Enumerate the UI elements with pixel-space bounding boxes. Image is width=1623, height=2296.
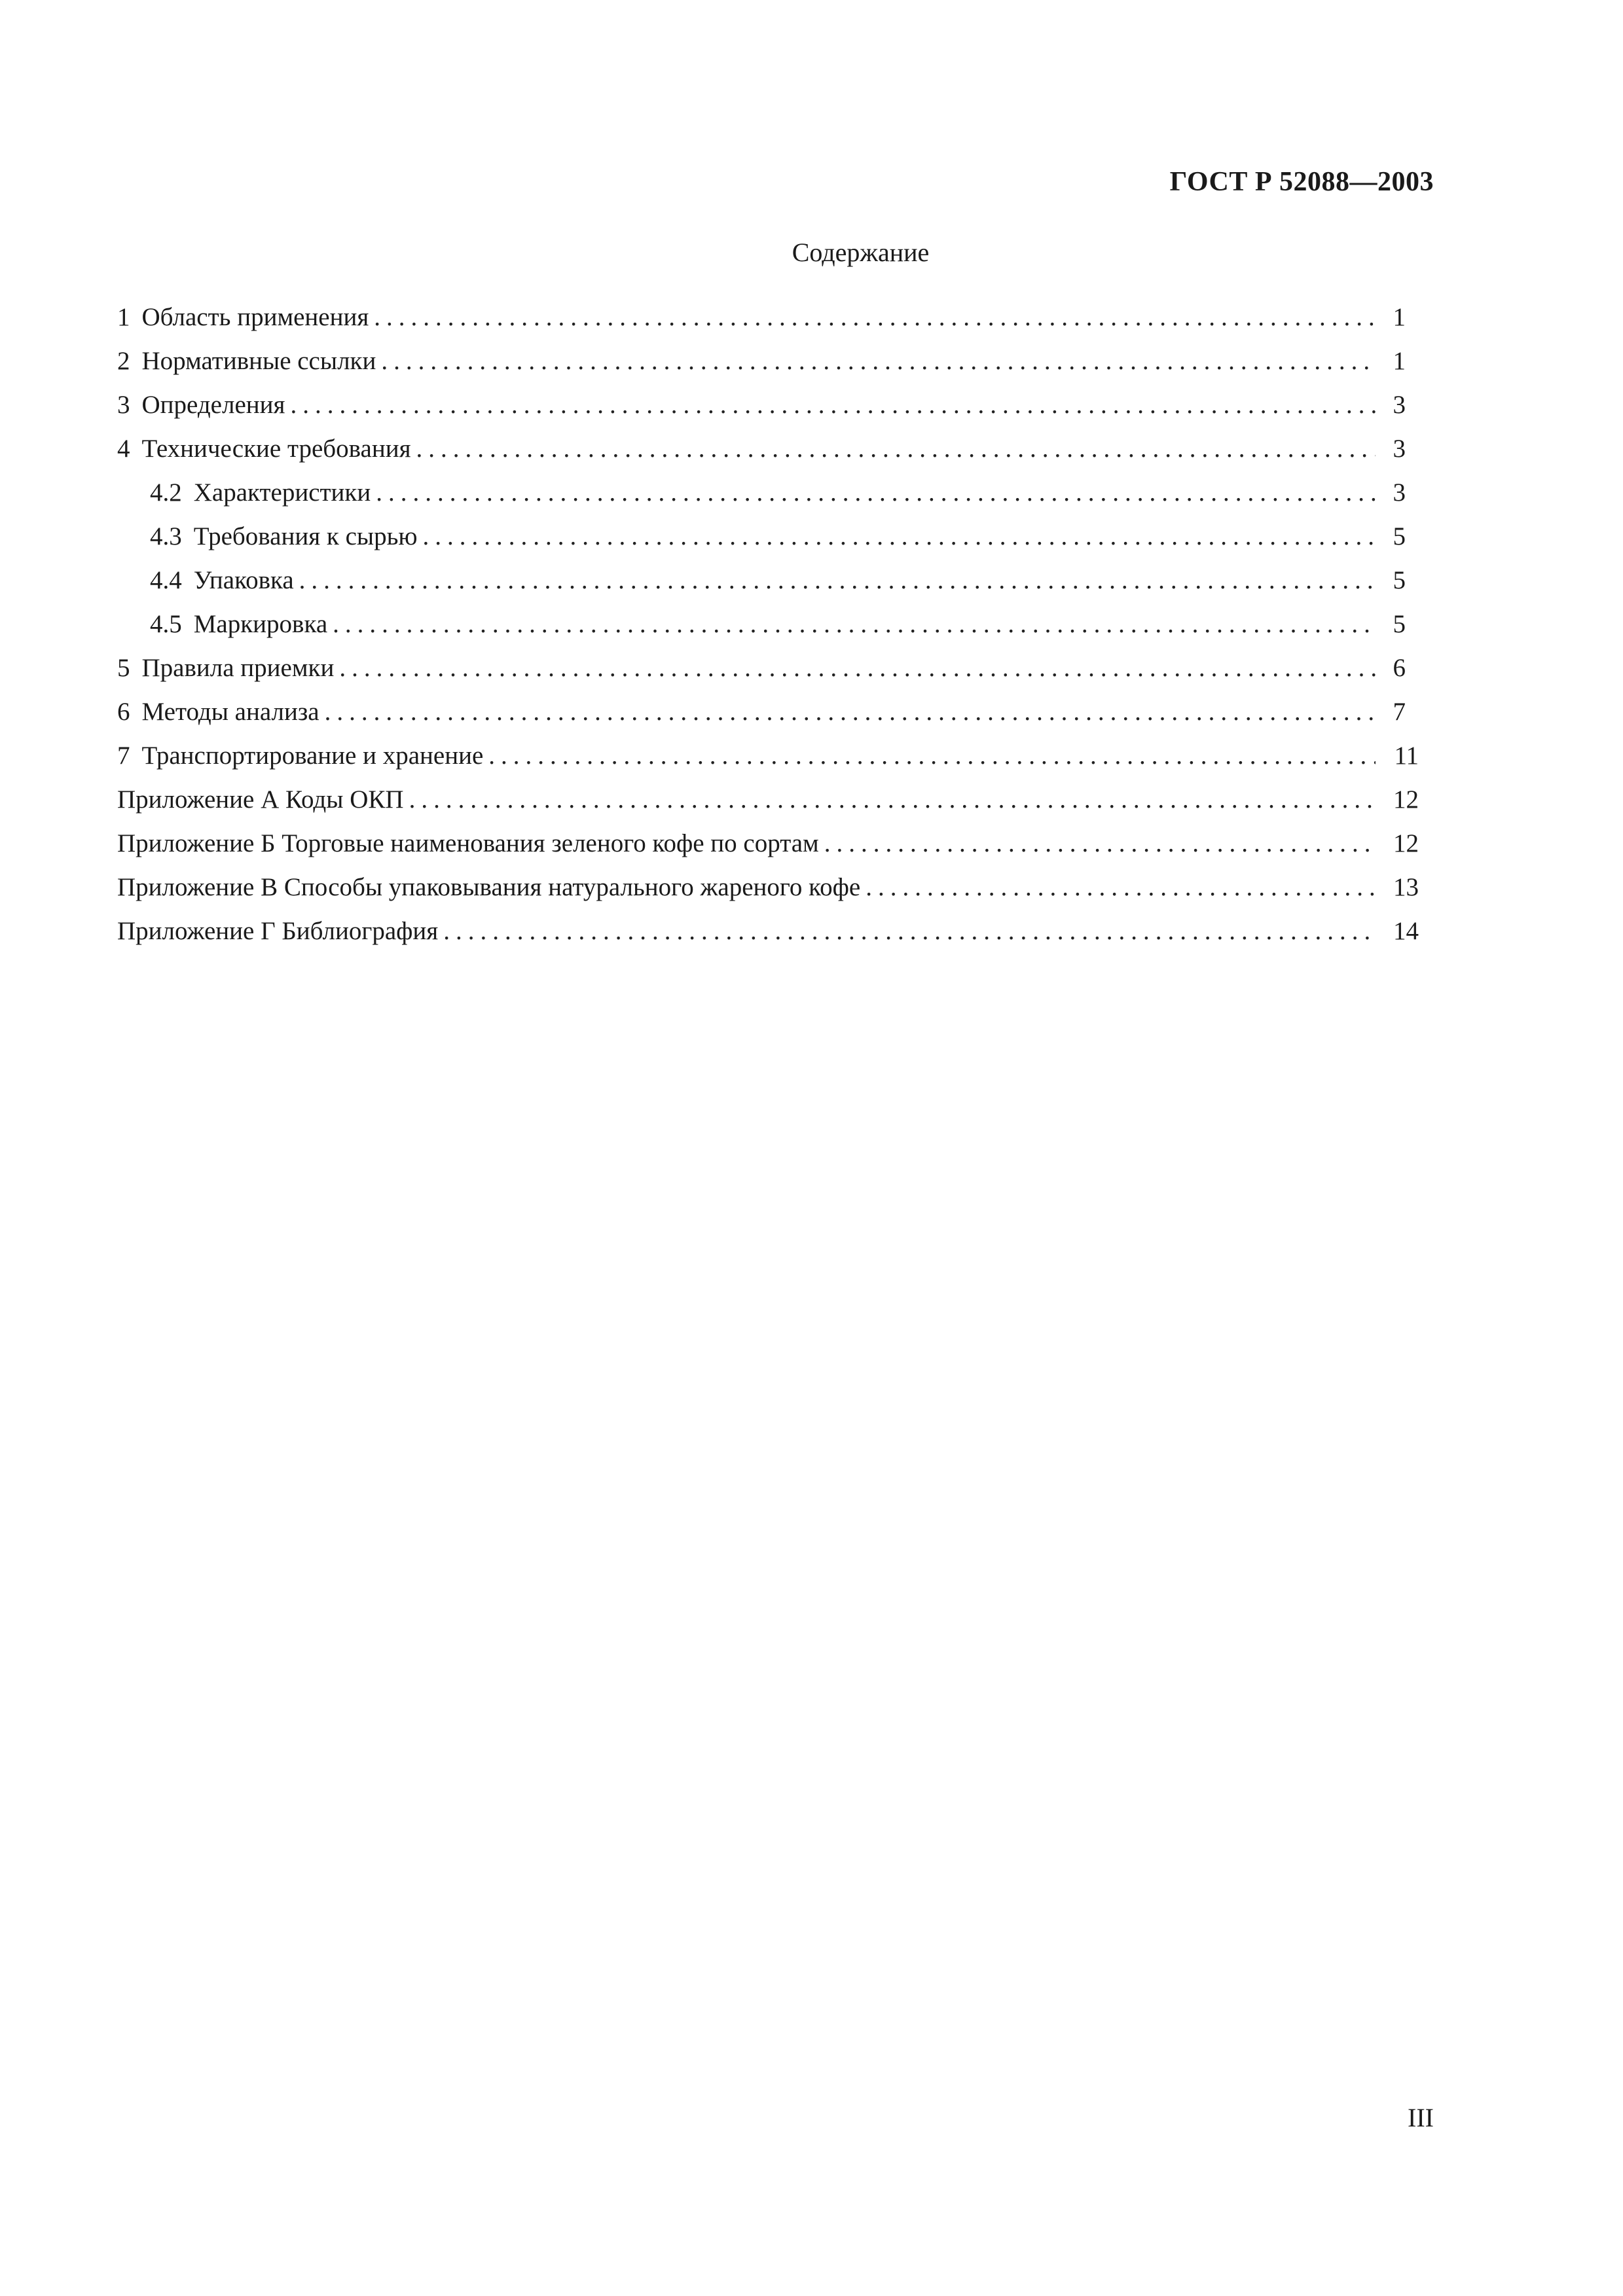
toc-entry-title: Приложение А Коды ОКП (117, 785, 404, 814)
toc-entry-title: Маркировка (193, 610, 328, 638)
toc-entry-number: 4.5 (150, 610, 182, 638)
toc-entry-title: Приложение В Способы упаковывания натурального жареного кофе (117, 873, 861, 901)
toc-entry-title: Нормативные ссылки (141, 347, 376, 375)
toc-leader-dots (299, 565, 1376, 595)
toc-leader-dots (866, 872, 1376, 902)
toc-entry-page: 3 (1393, 435, 1406, 463)
toc-entry[interactable] (117, 302, 1419, 346)
toc-entry-title: Характеристики (193, 478, 371, 507)
toc-leader-dots (488, 741, 1376, 770)
toc-entry[interactable] (117, 653, 1419, 697)
toc-entry-number: 1 (117, 303, 130, 331)
toc-leader-dots (423, 522, 1376, 551)
toc-leader-dots (325, 697, 1376, 726)
toc-entry-number: 4.4 (150, 566, 182, 594)
toc-entry-page: 3 (1393, 391, 1406, 419)
toc-entry-number: 7 (117, 742, 130, 770)
toc-entry-page: 12 (1393, 829, 1419, 857)
toc-leader-dots (381, 346, 1376, 376)
document-code: ГОСТ Р 52088—2003 (1169, 167, 1434, 197)
toc-entry-title: Приложение Б Торговые наименования зеленого кофе по сортам (117, 829, 819, 857)
toc-leader-dots (333, 609, 1376, 639)
toc-entry[interactable] (117, 565, 1419, 609)
toc-entry-appendix[interactable] (117, 785, 1419, 829)
toc-entry-page: 11 (1394, 742, 1419, 770)
toc-entry-title: Определения (141, 391, 285, 419)
toc-entry-page: 14 (1393, 917, 1419, 945)
toc-entry-appendix[interactable] (117, 916, 1419, 960)
toc-entry-number: 6 (117, 698, 130, 726)
toc-entry-number: 3 (117, 391, 130, 419)
toc-entry-page: 12 (1393, 785, 1419, 814)
toc-title: Содержание (792, 238, 930, 267)
toc-entry[interactable] (117, 390, 1419, 434)
toc-entry-appendix[interactable] (117, 872, 1419, 916)
toc-entry-page: 1 (1393, 303, 1406, 331)
toc-leader-dots (443, 916, 1376, 946)
table-of-contents (117, 302, 1419, 960)
toc-entry[interactable] (117, 434, 1419, 478)
toc-entry-number: 5 (117, 654, 130, 682)
toc-leader-dots (416, 434, 1376, 463)
toc-entry-page: 6 (1393, 654, 1406, 682)
toc-entry[interactable] (117, 478, 1419, 522)
toc-entry[interactable] (117, 741, 1419, 785)
toc-leader-dots (376, 478, 1376, 507)
toc-entry-appendix[interactable] (117, 829, 1419, 872)
toc-entry-title: Правила приемки (141, 654, 335, 682)
toc-entry-title: Область применения (141, 303, 369, 331)
toc-entry-title: Методы анализа (141, 698, 319, 726)
toc-entry-title: Требования к сырью (193, 522, 418, 550)
toc-leader-dots (824, 829, 1376, 858)
page-number: III (1408, 2103, 1434, 2132)
toc-entry-number: 4.2 (150, 478, 182, 507)
toc-leader-dots (374, 302, 1376, 332)
toc-entry-title: Упаковка (193, 566, 294, 594)
toc-entry-title: Приложение Г Библиография (117, 917, 439, 945)
toc-entry[interactable] (117, 609, 1419, 653)
toc-entry[interactable] (117, 346, 1419, 390)
toc-entry-number: 4 (117, 435, 130, 463)
toc-entry-title: Транспортирование и хранение (141, 742, 484, 770)
toc-entry-number: 2 (117, 347, 130, 375)
toc-entry-page: 13 (1393, 873, 1419, 901)
toc-leader-dots (339, 653, 1376, 683)
toc-entry-title: Технические требования (141, 435, 411, 463)
toc-entry-page: 7 (1393, 698, 1406, 726)
toc-entry-number: 4.3 (150, 522, 182, 550)
toc-entry-page: 3 (1393, 478, 1406, 507)
toc-leader-dots (409, 785, 1376, 814)
toc-entry-page: 5 (1393, 610, 1406, 638)
toc-leader-dots (290, 390, 1376, 420)
toc-entry-page: 1 (1393, 347, 1406, 375)
toc-entry[interactable] (117, 522, 1419, 565)
toc-entry[interactable] (117, 697, 1419, 741)
toc-entry-page: 5 (1393, 566, 1406, 594)
toc-entry-page: 5 (1393, 522, 1406, 550)
